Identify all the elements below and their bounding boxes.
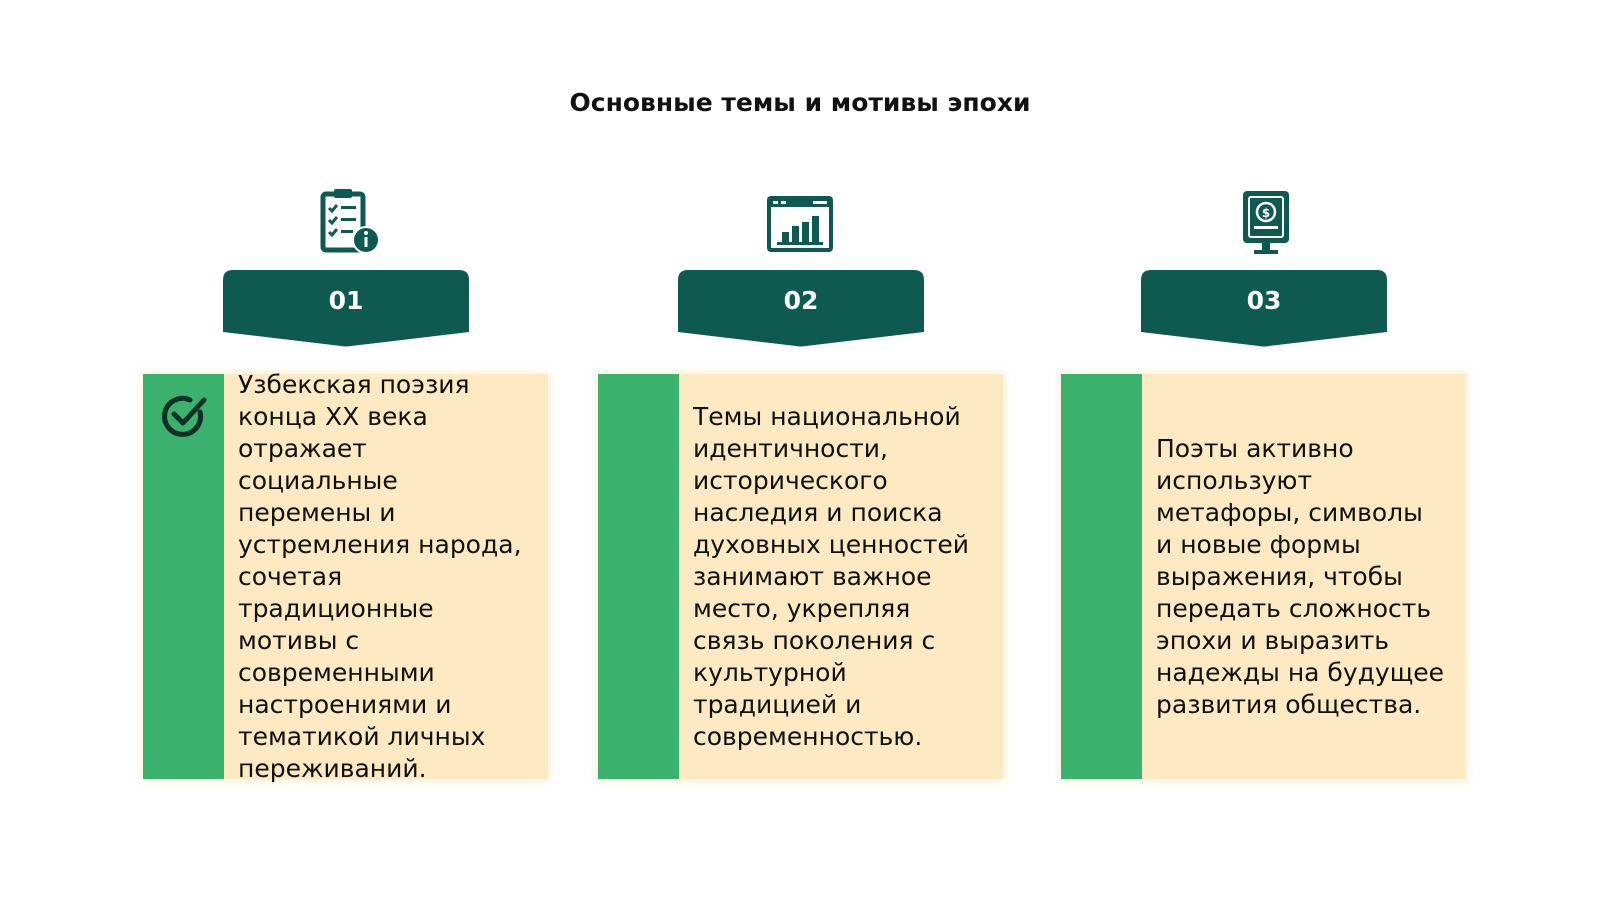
- theme-column-1: [143, 0, 553, 900]
- number-badge: [1141, 270, 1387, 347]
- card-description: Темы национальной идентичности, исторического наследия и поиска духовных ценностей занимают важное место, укрепляя связь поколения с культурной традицией и современностью.: [693, 401, 970, 751]
- svg-text:$: $: [1261, 206, 1271, 220]
- dollar-monitor-icon: [1216, 188, 1316, 258]
- card-description: Узбекская поэзия конца XX века отражает социальные перемены и устремления народа, сочетая традиционные мотивы с современными настроениями и тематикой личных переживаний.: [238, 369, 522, 783]
- theme-card: [1061, 374, 1466, 779]
- theme-column-2: [598, 0, 1008, 900]
- card-accent-bar: [1061, 374, 1142, 779]
- card-accent-bar: [598, 374, 679, 779]
- theme-column-3: [1061, 0, 1471, 900]
- chart-window-icon: [753, 188, 853, 258]
- card-description: Поэты активно используют метафоры, символы и новые формы выражения, чтобы передать сложность эпохи и выразить надежды на будущее развития общества.: [1156, 433, 1445, 719]
- clipboard-info-icon: [298, 188, 398, 258]
- badge-number: 02: [783, 286, 819, 315]
- number-badge: [678, 270, 924, 347]
- card-accent-bar: [143, 374, 224, 779]
- theme-card: [598, 374, 1003, 779]
- badge-number: 01: [328, 286, 364, 315]
- page-title: Основные темы и мотивы эпохи: [569, 88, 1031, 117]
- check-circle-icon: [160, 392, 208, 440]
- theme-card: [143, 369, 548, 783]
- number-badge: [223, 270, 469, 347]
- badge-number: 03: [1246, 286, 1282, 315]
